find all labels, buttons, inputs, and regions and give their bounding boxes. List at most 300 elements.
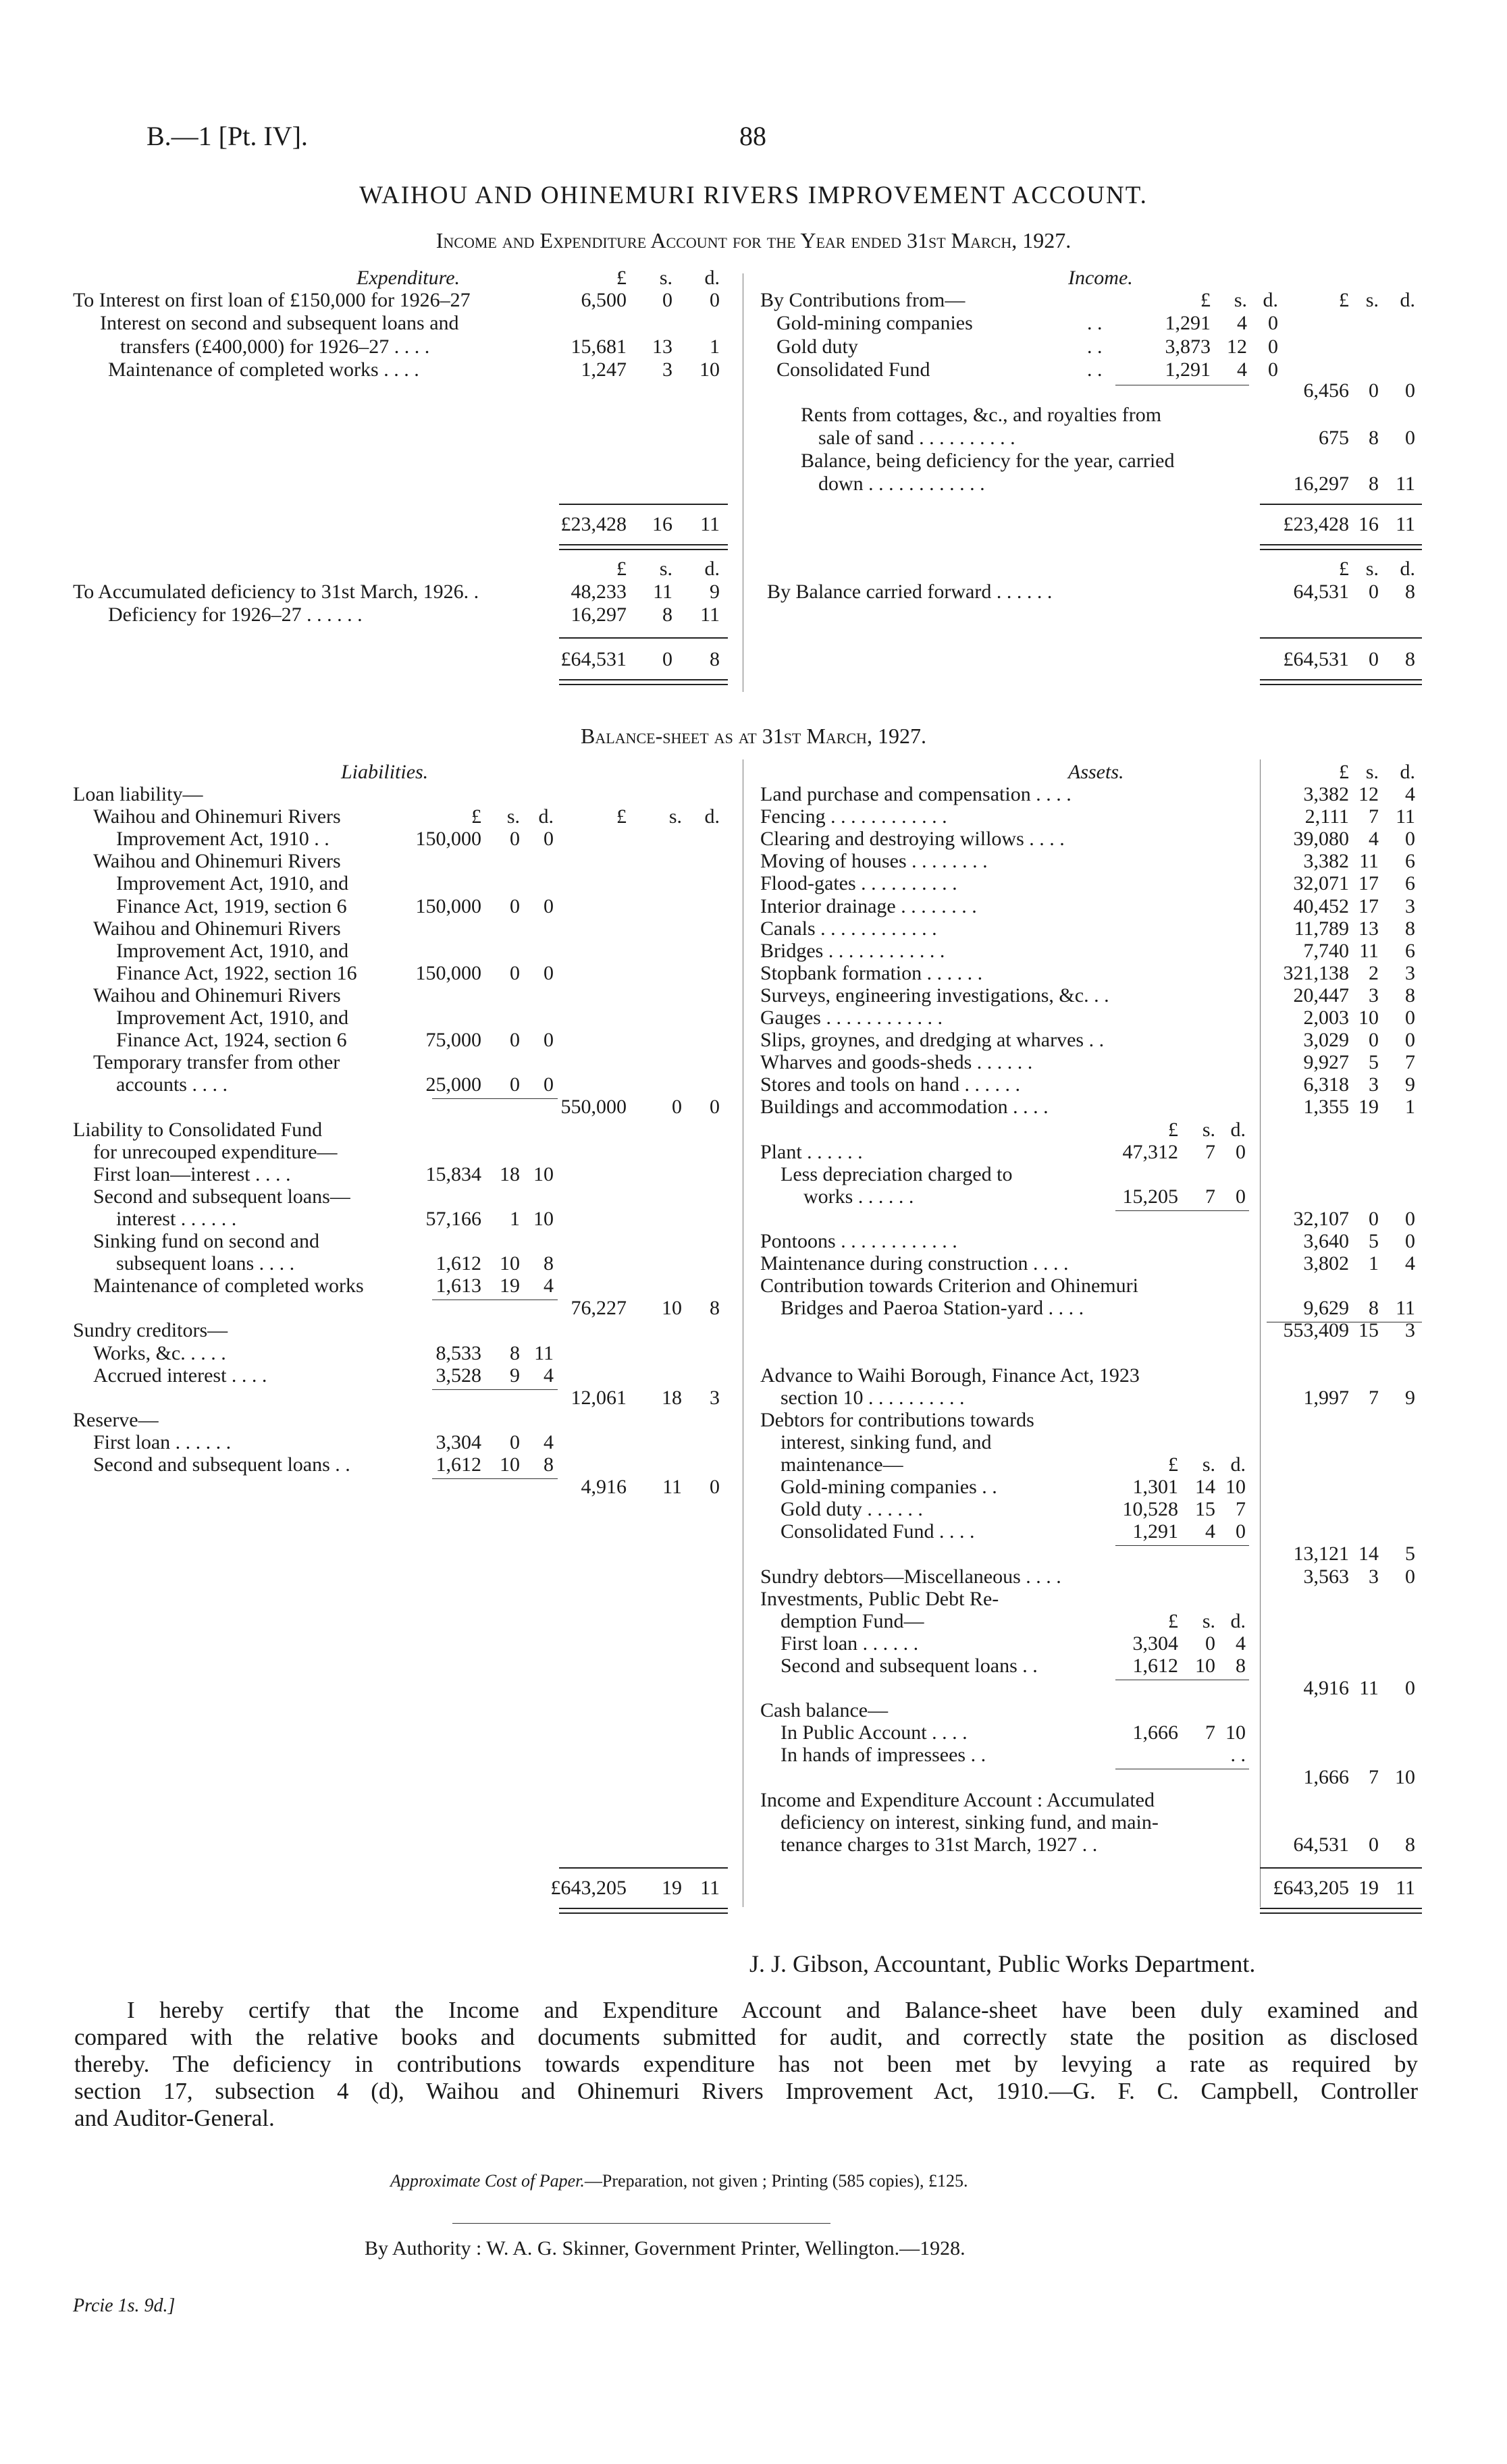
amount-shillings: 10 — [662, 1297, 682, 1319]
amount-pounds: 550,000 — [560, 1096, 627, 1118]
amount-pence: 8 — [1405, 1833, 1415, 1856]
amount-pence: 0 — [1405, 1565, 1415, 1588]
amount-pence: 11 — [534, 1342, 554, 1364]
amount-pounds: £ — [471, 805, 481, 828]
amount-pence: 1 — [710, 336, 720, 358]
amount-pence: 0 — [1405, 828, 1415, 850]
column-divider — [1260, 759, 1261, 1907]
asset-item: Less depreciation charged to — [781, 1163, 1013, 1185]
asset-item: tenance charges to 31st March, 1927 . . — [781, 1833, 1098, 1856]
amount-pounds: 3,029 — [1303, 1029, 1349, 1051]
amount-shillings: 7 — [1205, 1185, 1215, 1208]
certificate-line: compared with the relative books and documents submitted for audit, and correctly state the position as disclosed — [74, 2024, 1418, 2050]
amount-shillings: 7 — [1369, 1387, 1379, 1409]
liability-item: Improvement Act, 1910, and — [116, 872, 349, 894]
amount-pounds: 150,000 — [415, 895, 481, 917]
amount-pounds: 1,291 — [1165, 358, 1211, 381]
certificate-line: and Auditor-General. — [74, 2105, 275, 2131]
asset-item: Sundry debtors—Miscellaneous . . . . — [760, 1565, 1061, 1588]
amount-shillings: s. — [659, 267, 672, 289]
amount-shillings: 0 — [662, 648, 672, 670]
amount-pence: 3 — [1405, 895, 1415, 917]
liability-item: for unrecouped expenditure— — [93, 1141, 338, 1163]
deficiency-item: Deficiency for 1926–27 . . . . . . — [108, 604, 363, 626]
asset-item: Interior drainage . . . . . . . . — [760, 895, 977, 917]
amount-pounds: £64,531 — [1283, 648, 1349, 670]
amount-pence: 1 — [1405, 1096, 1415, 1118]
amount-shillings: 8 — [1369, 473, 1379, 495]
amount-shillings: 0 — [1369, 379, 1379, 402]
amount-shillings: 7 — [1369, 805, 1379, 828]
amount-pounds: 32,107 — [1293, 1208, 1349, 1230]
amount-pence: 0 — [1236, 1141, 1246, 1163]
amount-shillings: 11 — [1359, 940, 1379, 962]
amount-shillings: 10 — [500, 1252, 520, 1275]
amount-shillings: 17 — [1358, 895, 1379, 917]
amount-pounds: 2,003 — [1303, 1007, 1349, 1029]
amount-pence: 11 — [1396, 513, 1415, 535]
amount-shillings: 11 — [1359, 1677, 1379, 1699]
price: Prcie 1s. 9d.] — [73, 2295, 176, 2316]
liability-item: First loan . . . . . . — [93, 1431, 232, 1453]
asset-item: section 10 . . . . . . . . . . — [781, 1387, 965, 1409]
amount-pence: 0 — [1405, 427, 1415, 449]
amount-pounds: 675 — [1319, 427, 1349, 449]
amount-pounds: 3,382 — [1303, 783, 1349, 805]
amount-shillings: 19 — [1358, 1096, 1379, 1118]
amount-pounds: £643,205 — [550, 1877, 627, 1899]
amount-pence: 10 — [533, 1208, 554, 1230]
amount-pounds: 1,612 — [1132, 1655, 1178, 1677]
amount-shillings: 7 — [1369, 1766, 1379, 1788]
amount-shillings: 7 — [1205, 1141, 1215, 1163]
amount-pence: 6 — [1405, 940, 1415, 962]
liability-item: Improvement Act, 1910, and — [116, 940, 349, 962]
amount-pence: 8 — [1405, 917, 1415, 940]
subtotal-rule — [432, 1098, 558, 1099]
asset-item: Buildings and accommodation . . . . — [760, 1096, 1049, 1118]
asset-item: Pontoons . . . . . . . . . . . . — [760, 1230, 957, 1252]
amount-pence: 3 — [1405, 962, 1415, 984]
asset-item: Gauges . . . . . . . . . . . . — [760, 1007, 943, 1029]
amount-shillings: 19 — [662, 1877, 682, 1899]
amount-pounds: 1,612 — [435, 1252, 481, 1275]
amount-pounds: 3,640 — [1303, 1230, 1349, 1252]
amount-pence: . . — [1230, 1744, 1246, 1766]
liability-item: Reserve— — [73, 1409, 159, 1431]
amount-pence: 11 — [1396, 473, 1415, 495]
amount-pounds: £ — [1339, 761, 1349, 783]
liability-item: Waihou and Ohinemuri Rivers — [93, 850, 341, 872]
amount-pounds: 3,528 — [435, 1364, 481, 1387]
amount-shillings: 4 — [1205, 1520, 1215, 1543]
amount-shillings: 11 — [653, 581, 672, 603]
amount-shillings: s. — [1365, 558, 1379, 580]
income-item: Gold-mining companies — [776, 312, 973, 334]
amount-shillings: 19 — [1358, 1877, 1379, 1899]
audit-certificate — [74, 1997, 1418, 2132]
amount-pence: 8 — [710, 648, 720, 670]
assets-heading: Assets. — [1068, 761, 1124, 783]
rule — [1260, 679, 1422, 685]
page-number: 88 — [739, 121, 766, 151]
asset-item: Investments, Public Debt Re- — [760, 1588, 999, 1610]
amount-pence: 0 — [544, 1029, 554, 1051]
amount-pounds: 3,873 — [1165, 336, 1211, 358]
amount-pounds: 1,301 — [1132, 1476, 1178, 1498]
footer-rule — [452, 2223, 830, 2224]
amount-pounds: 4,916 — [1303, 1677, 1349, 1699]
subtotal-rule — [1115, 1210, 1249, 1211]
amount-shillings: 10 — [1358, 1007, 1379, 1029]
amount-pounds: £23,428 — [560, 513, 627, 535]
amount-pence: 4 — [1405, 783, 1415, 805]
amount-pounds: 1,612 — [435, 1453, 481, 1476]
amount-pounds: 1,291 — [1165, 312, 1211, 334]
amount-pence: 8 — [1405, 581, 1415, 603]
amount-shillings: 2 — [1369, 962, 1379, 984]
rule — [559, 679, 728, 685]
amount-pence: 8 — [710, 1297, 720, 1319]
expenditure-item: Interest on second and subsequent loans and — [100, 312, 459, 334]
amount-shillings: 13 — [1358, 917, 1379, 940]
liability-item: subsequent loans . . . . — [116, 1252, 295, 1275]
asset-item: works . . . . . . — [803, 1185, 914, 1208]
leader-dots: . . — [1087, 358, 1103, 381]
amount-pence: 0 — [710, 289, 720, 311]
printer-authority: By Authority : W. A. G. Skinner, Government Printer, Wellington.—1928. — [365, 2237, 966, 2259]
amount-pence: 10 — [1225, 1721, 1246, 1744]
amount-pence: d. — [538, 805, 554, 828]
amount-pence: 3 — [1405, 1319, 1415, 1341]
amount-shillings: s. — [1365, 289, 1379, 311]
amount-pence: 4 — [544, 1364, 554, 1387]
amount-shillings: 15 — [1358, 1319, 1379, 1341]
subtotal-rule — [432, 1389, 558, 1390]
amount-pence: 8 — [1236, 1655, 1246, 1677]
income-expenditure-title: Income and Expenditure Account for the Year ended 31st March, 1927. — [435, 228, 1072, 252]
amount-pounds: £ — [1168, 1610, 1178, 1632]
amount-shillings: 0 — [1205, 1632, 1215, 1655]
amount-pounds: £23,428 — [1283, 513, 1349, 535]
amount-pence: 0 — [544, 962, 554, 984]
amount-pence: 0 — [1405, 1208, 1415, 1230]
liability-item: Finance Act, 1924, section 6 — [116, 1029, 347, 1051]
amount-pounds: 11,789 — [1294, 917, 1349, 940]
asset-item: Cash balance— — [760, 1699, 889, 1721]
amount-pounds: 1,247 — [581, 358, 627, 381]
asset-item: interest, sinking fund, and — [781, 1431, 992, 1453]
amount-pence: d. — [1263, 289, 1278, 311]
amount-pounds: £ — [616, 805, 627, 828]
amount-shillings: 1 — [510, 1208, 520, 1230]
amount-pounds: 75,000 — [425, 1029, 481, 1051]
asset-item: demption Fund— — [781, 1610, 924, 1632]
amount-pounds: 40,452 — [1293, 895, 1349, 917]
amount-shillings: 0 — [1369, 581, 1379, 603]
amount-shillings: 19 — [500, 1275, 520, 1297]
amount-pence: 8 — [1405, 984, 1415, 1007]
amount-pence: 0 — [710, 1096, 720, 1118]
amount-shillings: 0 — [510, 895, 520, 917]
asset-item: Income and Expenditure Account : Accumulated — [760, 1789, 1155, 1811]
amount-pounds: £64,531 — [560, 648, 627, 670]
amount-pounds: 1,355 — [1303, 1096, 1349, 1118]
expenditure-item: Maintenance of completed works . . . . — [108, 358, 419, 381]
amount-pounds: 20,447 — [1293, 984, 1349, 1007]
amount-shillings: 0 — [510, 962, 520, 984]
amount-pounds: 1,291 — [1132, 1520, 1178, 1543]
liability-item: Temporary transfer from other — [93, 1051, 340, 1073]
asset-item: Canals . . . . . . . . . . . . — [760, 917, 937, 940]
amount-shillings: s. — [506, 805, 520, 828]
amount-pence: d. — [704, 267, 720, 289]
amount-pounds: 3,304 — [1132, 1632, 1178, 1655]
income-item: down . . . . . . . . . . . . — [818, 473, 985, 495]
amount-pence: 11 — [1396, 1297, 1415, 1319]
liability-item: Improvement Act, 1910 . . — [116, 828, 329, 850]
amount-pence: 9 — [1405, 1387, 1415, 1409]
amount-shillings: s. — [659, 558, 672, 580]
asset-item: Maintenance during construction . . . . — [760, 1252, 1069, 1275]
amount-pounds: 321,138 — [1283, 962, 1349, 984]
amount-pounds: 64,531 — [1293, 581, 1349, 603]
amount-shillings: 4 — [1369, 828, 1379, 850]
amount-pence: 0 — [1405, 379, 1415, 402]
amount-shillings: 0 — [1369, 648, 1379, 670]
amount-shillings: s. — [1365, 761, 1379, 783]
asset-item: Bridges . . . . . . . . . . . . — [760, 940, 945, 962]
liability-item: Finance Act, 1922, section 16 — [116, 962, 357, 984]
amount-shillings: 1 — [1369, 1252, 1379, 1275]
amount-pence: 3 — [710, 1387, 720, 1409]
amount-pence: d. — [1400, 289, 1415, 311]
amount-shillings: 14 — [1358, 1543, 1379, 1565]
amount-pence: 0 — [1405, 1007, 1415, 1029]
liability-item: accounts . . . . — [116, 1073, 228, 1096]
amount-pence: 11 — [700, 513, 720, 535]
certificate-line: thereby. The deficiency in contributions towards expenditure has not been met by levying a rate as required by — [74, 2051, 1418, 2077]
income-item: Consolidated Fund — [776, 358, 930, 381]
amount-pence: 4 — [544, 1431, 554, 1453]
amount-shillings: 11 — [662, 1476, 682, 1498]
rule — [1260, 504, 1422, 505]
rule — [559, 1908, 728, 1914]
amount-pounds: 57,166 — [425, 1208, 481, 1230]
amount-pounds: £ — [1339, 558, 1349, 580]
liability-item: Second and subsequent loans— — [93, 1185, 350, 1208]
amount-shillings: 12 — [1358, 783, 1379, 805]
amount-pounds: 64,531 — [1293, 1833, 1349, 1856]
amount-shillings: 4 — [1237, 358, 1247, 381]
asset-item: Second and subsequent loans . . — [781, 1655, 1038, 1677]
amount-pence: 0 — [544, 828, 554, 850]
amount-pence: 11 — [1396, 805, 1415, 828]
amount-pounds: 13,121 — [1293, 1543, 1349, 1565]
asset-item: Wharves and goods-sheds . . . . . . — [760, 1051, 1033, 1073]
leader-dots: . . — [1087, 336, 1103, 358]
amount-pounds: 7,740 — [1303, 940, 1349, 962]
amount-pence: 8 — [1405, 648, 1415, 670]
amount-pounds: 150,000 — [415, 828, 481, 850]
amount-shillings: 18 — [500, 1163, 520, 1185]
income-item: Gold duty — [776, 336, 858, 358]
asset-item: Stores and tools on hand . . . . . . — [760, 1073, 1020, 1096]
amount-pounds: £ — [1168, 1453, 1178, 1476]
amount-pounds: £ — [616, 267, 627, 289]
asset-item: deficiency on interest, sinking fund, and main- — [781, 1811, 1159, 1833]
amount-pounds: £ — [1339, 289, 1349, 311]
asset-item: Surveys, engineering investigations, &c. . . — [760, 984, 1109, 1007]
amount-pence: 10 — [699, 358, 720, 381]
asset-item: In Public Account . . . . — [781, 1721, 968, 1744]
accountant-signature: J. J. Gibson, Accountant, Public Works Department. — [749, 1950, 1256, 1977]
amount-shillings: 8 — [510, 1342, 520, 1364]
amount-pounds: £ — [616, 558, 627, 580]
amount-pounds: 25,000 — [425, 1073, 481, 1096]
amount-shillings: 7 — [1205, 1721, 1215, 1744]
amount-pounds: 6,500 — [581, 289, 627, 311]
page-reference: B.—1 [Pt. IV]. — [147, 121, 308, 151]
balance-carried-forward: By Balance carried forward . . . . . . — [767, 581, 1053, 603]
amount-shillings: 13 — [652, 336, 672, 358]
amount-shillings: 8 — [1369, 1297, 1379, 1319]
asset-item: Contribution towards Criterion and Ohinemuri — [760, 1275, 1138, 1297]
amount-pence: 0 — [1405, 1029, 1415, 1051]
amount-pence: 6 — [1405, 872, 1415, 894]
liability-item: Loan liability— — [73, 783, 203, 805]
amount-pence: 7 — [1405, 1051, 1415, 1073]
amount-pence: d. — [1400, 558, 1415, 580]
amount-pence: 9 — [710, 581, 720, 603]
income-item: Rents from cottages, &c., and royalties from — [801, 404, 1162, 426]
amount-pounds: £643,205 — [1273, 1877, 1349, 1899]
amount-pence: 0 — [1268, 336, 1278, 358]
amount-pence: 5 — [1405, 1543, 1415, 1565]
amount-shillings: 3 — [1369, 1073, 1379, 1096]
account-title: WAIHOU AND OHINEMURI RIVERS IMPROVEMENT ACCOUNT. — [359, 182, 1148, 209]
subtotal-rule — [1115, 1545, 1249, 1546]
amount-pounds: 12,061 — [571, 1387, 627, 1409]
income-item: By Contributions from— — [760, 289, 966, 311]
amount-shillings: 4 — [1237, 312, 1247, 334]
certificate-line: section 17, subsection 4 (d), Waihou and Ohinemuri Rivers Improvement Act, 1910.—G. F. C. Campbell, Controller — [74, 2078, 1418, 2104]
amount-pence: 7 — [1236, 1498, 1246, 1520]
liability-item: Waihou and Ohinemuri Rivers — [93, 917, 341, 940]
amount-pence: 11 — [1396, 1877, 1415, 1899]
amount-pence: 10 — [1395, 1766, 1415, 1788]
amount-pounds: 32,071 — [1293, 872, 1349, 894]
amount-shillings: 0 — [510, 828, 520, 850]
amount-shillings: 0 — [510, 1073, 520, 1096]
asset-item: Stopbank formation . . . . . . — [760, 962, 983, 984]
amount-shillings: 0 — [1369, 1833, 1379, 1856]
asset-item: Plant . . . . . . — [760, 1141, 863, 1163]
amount-pounds: 1,997 — [1303, 1387, 1349, 1409]
asset-item: Flood-gates . . . . . . . . . . — [760, 872, 957, 894]
amount-pence: 4 — [544, 1275, 554, 1297]
subtotal-rule — [432, 1478, 558, 1479]
amount-shillings: 5 — [1369, 1230, 1379, 1252]
asset-item: Bridges and Paeroa Station-yard . . . . — [781, 1297, 1084, 1319]
certificate-line: I hereby certify that the Income and Expenditure Account and Balance-sheet have been duly examined and — [127, 1997, 1418, 2023]
amount-pounds: 3,382 — [1303, 850, 1349, 872]
leader-dots: . . — [1087, 312, 1103, 334]
liability-item: Sinking fund on second and — [93, 1230, 319, 1252]
amount-pounds: 150,000 — [415, 962, 481, 984]
asset-item: Clearing and destroying willows . . . . — [760, 828, 1065, 850]
amount-shillings: 16 — [1358, 513, 1379, 535]
amount-shillings: 18 — [662, 1387, 682, 1409]
amount-pounds: £ — [1200, 289, 1211, 311]
amount-shillings: 11 — [1359, 850, 1379, 872]
amount-pounds: 1,613 — [435, 1275, 481, 1297]
amount-pounds: 16,297 — [1293, 473, 1349, 495]
liability-item: Maintenance of completed works — [93, 1275, 364, 1297]
amount-pence: 8 — [544, 1252, 554, 1275]
amount-shillings: 14 — [1195, 1476, 1215, 1498]
income-heading: Income. — [1068, 267, 1133, 289]
balance-sheet-title: Balance-sheet as at 31st March, 1927. — [581, 724, 926, 748]
amount-pounds: 2,111 — [1304, 805, 1349, 828]
asset-item: maintenance— — [781, 1453, 903, 1476]
cost-value: —Preparation, not given ; Printing (585 copies), £125. — [584, 2171, 968, 2191]
income-item: Balance, being deficiency for the year, carried — [801, 450, 1175, 472]
amount-pounds: £ — [1168, 1119, 1178, 1141]
amount-pence: d. — [704, 805, 720, 828]
amount-pounds: 9,927 — [1303, 1051, 1349, 1073]
amount-pence: 0 — [1236, 1185, 1246, 1208]
amount-shillings: 10 — [1195, 1655, 1215, 1677]
amount-pounds: 3,304 — [435, 1431, 481, 1453]
amount-pounds: 15,681 — [571, 336, 627, 358]
amount-pounds: 553,409 — [1283, 1319, 1349, 1341]
amount-pence: 0 — [1268, 358, 1278, 381]
asset-item: Gold duty . . . . . . — [781, 1498, 923, 1520]
asset-item: In hands of impressees . . — [781, 1744, 986, 1766]
amount-shillings: 9 — [510, 1364, 520, 1387]
amount-shillings: s. — [1202, 1610, 1215, 1632]
income-item: sale of sand . . . . . . . . . . — [818, 427, 1015, 449]
liability-item: Works, &c. . . . . — [93, 1342, 226, 1364]
amount-pounds: 8,533 — [435, 1342, 481, 1364]
amount-shillings: 12 — [1227, 336, 1247, 358]
rule — [559, 544, 728, 550]
amount-pounds: 10,528 — [1122, 1498, 1178, 1520]
amount-pence: 0 — [544, 1073, 554, 1096]
amount-pounds: 9,629 — [1303, 1297, 1349, 1319]
liability-item: Liability to Consolidated Fund — [73, 1119, 323, 1141]
amount-pounds: 76,227 — [571, 1297, 627, 1319]
deficiency-item: To Accumulated deficiency to 31st March, 1926. . — [73, 581, 479, 603]
amount-pence: 11 — [700, 1877, 720, 1899]
liability-item: Accrued interest . . . . — [93, 1364, 267, 1387]
amount-pounds: 15,834 — [425, 1163, 481, 1185]
amount-shillings: 16 — [652, 513, 672, 535]
amount-shillings: 0 — [662, 289, 672, 311]
liability-item: Improvement Act, 1910, and — [116, 1007, 349, 1029]
amount-pounds: 6,456 — [1303, 379, 1349, 402]
asset-item: Consolidated Fund . . . . — [781, 1520, 975, 1543]
asset-item: Fencing . . . . . . . . . . . . — [760, 805, 947, 828]
expenditure-item: To Interest on first loan of £150,000 for 1926–27 — [73, 289, 471, 311]
amount-pence: 4 — [1405, 1252, 1415, 1275]
rule — [1260, 1867, 1422, 1869]
amount-shillings: 0 — [510, 1029, 520, 1051]
amount-pence: 4 — [1236, 1632, 1246, 1655]
amount-shillings: s. — [1202, 1453, 1215, 1476]
amount-shillings: 3 — [1369, 1565, 1379, 1588]
